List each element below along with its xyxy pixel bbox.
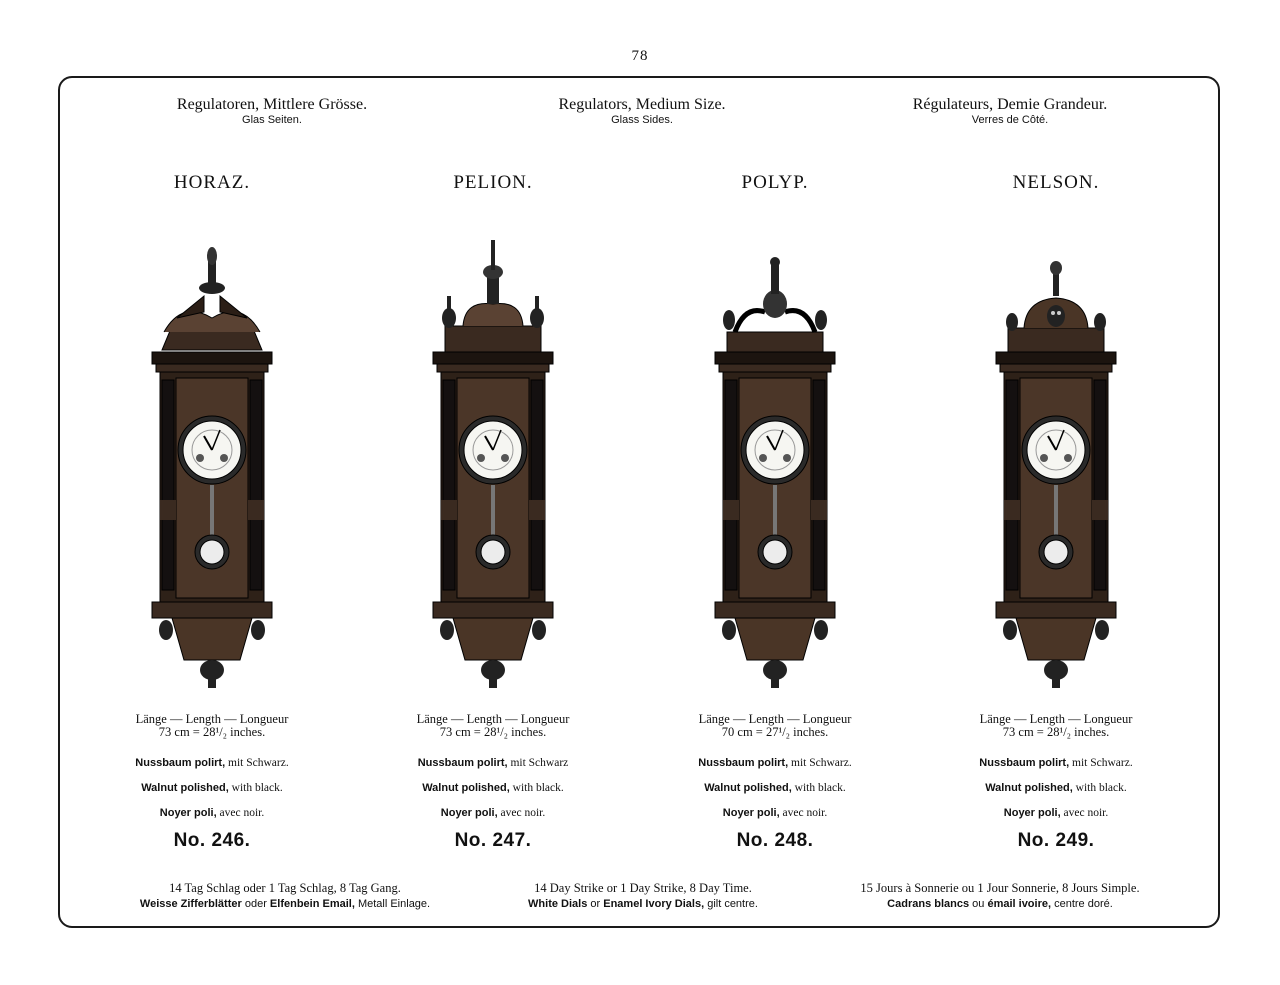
footer-german-line2	[90, 896, 480, 912]
clock-model-4	[931, 172, 1181, 862]
length-label: Länge — Length — Longueur	[979, 712, 1133, 726]
catalog-number: No. 247.	[454, 830, 532, 851]
finish-english-rest: with black.	[1072, 782, 1127, 794]
header-german	[122, 96, 422, 127]
header-english-subtitle: Glass Sides.	[611, 114, 673, 126]
finish-english	[87, 781, 337, 795]
catalog-number: No. 249.	[1017, 830, 1095, 851]
finish-french-rest: avec noir.	[497, 807, 546, 819]
catalog-number: No. 248.	[736, 830, 814, 851]
finish-german-rest: mit Schwarz.	[225, 757, 289, 769]
finish-french	[650, 806, 900, 820]
footer-german-line1: 14 Tag Schlag oder 1 Tag Schlag, 8 Tag Gang.	[169, 881, 401, 895]
finish-french-bold: Noyer poli,	[440, 807, 498, 819]
header-french-subtitle: Verres de Côté.	[971, 114, 1049, 126]
length-value: 70 cm = 27¹/₂ inches.	[721, 725, 829, 739]
footer-french-line1: 15 Jours à Sonnerie ou 1 Jour Sonnerie, 8 Jours Simple.	[860, 881, 1140, 895]
header-french-title: Régulateurs, Demie Grandeur.	[912, 96, 1108, 113]
finish-english-rest: with black.	[228, 782, 283, 794]
footer-french-dials: Cadrans blancs	[887, 898, 970, 910]
footer-english-centre: gilt centre.	[704, 898, 758, 910]
footer-english-line1: 14 Day Strike or 1 Day Strike, 8 Day Time.	[534, 881, 752, 895]
model-name: NELSON.	[1012, 172, 1100, 193]
finish-french	[87, 806, 337, 820]
footer-english-enamel: Enamel Ivory Dials,	[603, 898, 705, 910]
footer-french-conj: ou	[969, 898, 988, 910]
finish-english-bold: Walnut polished,	[422, 782, 510, 794]
clock-illustration	[423, 200, 563, 720]
header-german-subtitle: Glas Seiten.	[242, 114, 302, 126]
finish-english-bold: Walnut polished,	[704, 782, 792, 794]
finish-french-bold: Noyer poli,	[1003, 807, 1061, 819]
length-value: 73 cm = 28¹/₂ inches.	[158, 725, 266, 739]
finish-english-rest: with black.	[791, 782, 846, 794]
clock-illustration	[705, 200, 845, 720]
finish-french	[368, 806, 618, 820]
catalog-number: No. 246.	[173, 830, 251, 851]
length-value: 73 cm = 28¹/₂ inches.	[1002, 725, 1110, 739]
finish-german	[368, 756, 618, 770]
model-name: PELION.	[453, 172, 533, 193]
finish-german-bold: Nussbaum polirt,	[698, 757, 789, 769]
footer-german-enamel: Elfenbein Email,	[269, 898, 355, 910]
clock-model-3	[650, 172, 900, 862]
model-name: HORAZ.	[173, 172, 251, 193]
footer-french	[805, 880, 1195, 912]
header-english-title: Regulators, Medium Size.	[558, 96, 726, 113]
footer-english-conj: or	[587, 898, 604, 910]
clock-model-1	[87, 172, 337, 862]
finish-french-bold: Noyer poli,	[722, 807, 780, 819]
footer-english-dials: White Dials	[528, 898, 588, 910]
footer-french-enamel: émail ivoire,	[987, 898, 1052, 910]
clock-illustration	[986, 200, 1126, 720]
footer-german-dials: Weisse Zifferblätter	[139, 898, 242, 910]
finish-german	[87, 756, 337, 770]
footer-french-line2	[805, 896, 1195, 912]
header-german-title: Regulatoren, Mittlere Grösse.	[176, 96, 368, 113]
page-number: 78	[631, 48, 649, 64]
clock-illustration	[142, 200, 282, 720]
footer-english-line2	[448, 896, 838, 912]
finish-german-bold: Nussbaum polirt,	[135, 757, 226, 769]
finish-french-rest: avec noir.	[216, 807, 265, 819]
length-label: Länge — Length — Longueur	[135, 712, 289, 726]
footer-german-conj: oder	[241, 898, 270, 910]
finish-german-rest: mit Schwarz.	[788, 757, 852, 769]
header-english	[492, 96, 792, 127]
finish-german	[931, 756, 1181, 770]
header-french	[860, 96, 1160, 127]
finish-english	[368, 781, 618, 795]
footer-german-centre: Metall Einlage.	[354, 898, 431, 910]
finish-english-bold: Walnut polished,	[985, 782, 1073, 794]
finish-french	[931, 806, 1181, 820]
finish-german-rest: mit Schwarz.	[1069, 757, 1133, 769]
finish-german-bold: Nussbaum polirt,	[979, 757, 1070, 769]
length-label: Länge — Length — Longueur	[416, 712, 570, 726]
finish-french-rest: avec noir.	[779, 807, 828, 819]
footer-french-centre: centre doré.	[1051, 898, 1113, 910]
footer-german	[90, 880, 480, 912]
length-label: Länge — Length — Longueur	[698, 712, 852, 726]
finish-english	[650, 781, 900, 795]
finish-english	[931, 781, 1181, 795]
length-value: 73 cm = 28¹/₂ inches.	[439, 725, 547, 739]
clock-model-2	[368, 172, 618, 862]
finish-english-bold: Walnut polished,	[141, 782, 229, 794]
model-name: POLYP.	[741, 172, 809, 193]
finish-english-rest: with black.	[509, 782, 564, 794]
finish-french-rest: avec noir.	[1060, 807, 1109, 819]
footer-english	[448, 880, 838, 912]
finish-german-rest: mit Schwarz	[507, 757, 569, 769]
finish-german-bold: Nussbaum polirt,	[417, 757, 508, 769]
finish-french-bold: Noyer poli,	[159, 807, 217, 819]
finish-german	[650, 756, 900, 770]
